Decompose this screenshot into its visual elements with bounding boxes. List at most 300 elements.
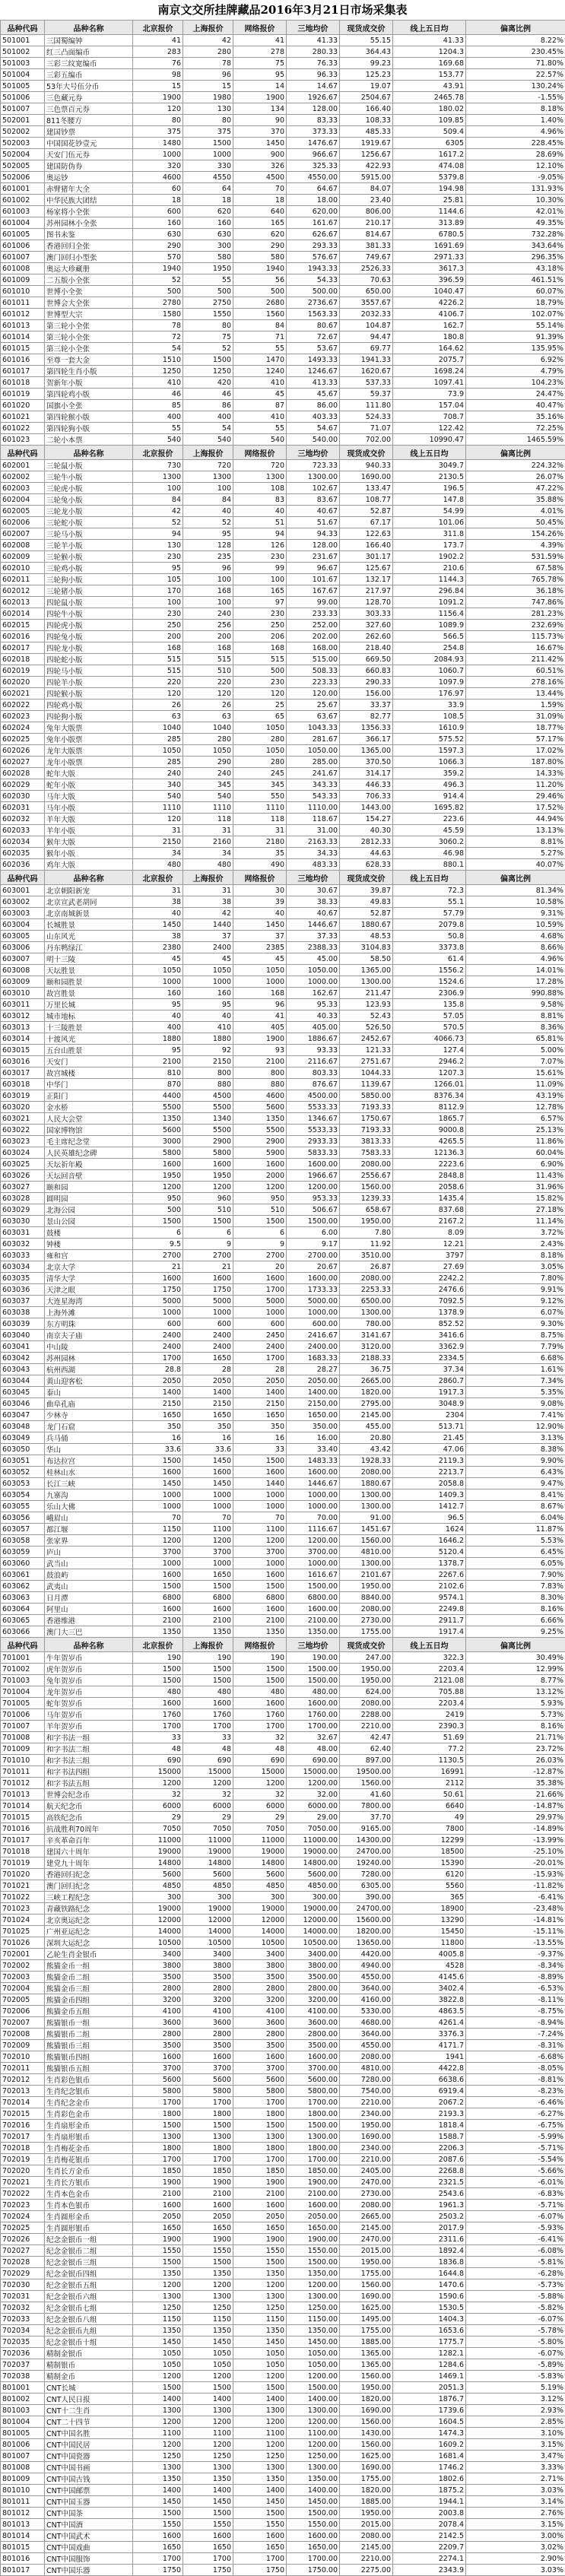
code-cell: 603043 xyxy=(1,1364,45,1375)
name-cell: 武夷山 xyxy=(45,1581,133,1592)
beijing-price-cell: 1150 xyxy=(133,2314,183,2325)
beijing-price-cell: 1500 xyxy=(133,1581,183,1592)
online-price-cell: 800 xyxy=(233,1068,287,1079)
column-header: 现货成交价 xyxy=(340,871,393,885)
beijing-price-cell: 31 xyxy=(133,825,183,836)
spot-price-cell: 122.63 xyxy=(340,528,393,540)
code-cell: 701005 xyxy=(1,1698,45,1709)
five-day-avg-cell: 365 xyxy=(393,1892,466,1903)
code-cell: 702011 xyxy=(1,2063,45,2074)
five-day-avg-cell: 3822.8 xyxy=(393,1994,466,2006)
beijing-price-cell: 15000 xyxy=(133,1766,183,1778)
shanghai-price-cell: 1100 xyxy=(183,2428,233,2439)
name-cell: 十三陵胜景 xyxy=(45,1022,133,1033)
beijing-price-cell: 220 xyxy=(133,677,183,688)
deviation-cell: 29.46% xyxy=(466,791,565,802)
beijing-price-cell: 1600 xyxy=(133,1467,183,1478)
table-row xyxy=(1,1113,565,1125)
beijing-price-cell: 540 xyxy=(133,434,183,446)
deviation-cell: 71.80% xyxy=(466,58,565,69)
avg-price-cell: 1700.00 xyxy=(287,2154,340,2165)
name-cell: 中华民族大团结 xyxy=(45,195,133,206)
deviation-cell: 9.30% xyxy=(466,1318,565,1330)
five-day-avg-cell: 1282.1 xyxy=(393,2348,466,2359)
deviation-cell: 25.13% xyxy=(466,1125,565,1136)
shanghai-price-cell: 2900 xyxy=(183,1136,233,1147)
five-day-avg-cell: 6919.4 xyxy=(393,2086,466,2097)
table-row xyxy=(1,1467,565,1478)
five-day-avg-cell: 73.9 xyxy=(393,389,466,400)
deviation-cell: 1.59% xyxy=(466,700,565,711)
shanghai-price-cell: 1900 xyxy=(183,2177,233,2188)
beijing-price-cell: 2050 xyxy=(133,2211,183,2222)
deviation-cell: 3.14% xyxy=(466,2496,565,2508)
table-row xyxy=(1,2451,565,2462)
table-row xyxy=(1,2051,565,2063)
avg-price-cell: 1446.67 xyxy=(287,1478,340,1489)
spot-price-cell: 2080.00 xyxy=(340,1698,393,1709)
name-cell: 九寨沟 xyxy=(45,1489,133,1501)
beijing-price-cell: 48 xyxy=(133,1743,183,1755)
name-cell: 四轮马小版 xyxy=(45,665,133,677)
code-cell: 702002 xyxy=(1,1960,45,1972)
name-cell: 和字书法二组 xyxy=(45,1743,133,1755)
online-price-cell: 126 xyxy=(233,540,287,551)
code-cell: 603030 xyxy=(1,1216,45,1227)
five-day-avg-cell: 3048.9 xyxy=(393,1398,466,1410)
deviation-cell: 9.25% xyxy=(466,1626,565,1638)
spot-price-cell: 2730.00 xyxy=(340,2188,393,2200)
beijing-price-cell: 2380 xyxy=(133,942,183,953)
name-cell: 和字书法一组 xyxy=(45,1732,133,1743)
five-day-avg-cell: 176.97 xyxy=(393,688,466,700)
shanghai-price-cell: 84 xyxy=(183,494,233,506)
avg-price-cell: 576.67 xyxy=(287,252,340,263)
avg-price-cell: 3700.00 xyxy=(287,1547,340,1558)
avg-price-cell: 10500.00 xyxy=(287,1937,340,1949)
shanghai-price-cell: 55 xyxy=(183,274,233,286)
shanghai-price-cell: 1450 xyxy=(183,2496,233,2508)
deviation-cell: -12.87% xyxy=(466,1766,565,1778)
name-cell: 建国六十周年 xyxy=(45,1846,133,1857)
name-cell: CNT二十四节 xyxy=(45,2416,133,2428)
beijing-price-cell: 33.6 xyxy=(133,1444,183,1455)
shanghai-price-cell: 880 xyxy=(183,1079,233,1090)
spot-price-cell: 1950.00 xyxy=(340,1216,393,1227)
table-row xyxy=(1,859,565,871)
shanghai-price-cell: 330 xyxy=(183,160,233,172)
shanghai-price-cell: 1700 xyxy=(183,2553,233,2565)
code-cell: 702020 xyxy=(1,2165,45,2177)
beijing-price-cell: 1250 xyxy=(133,2451,183,2462)
deviation-cell: 5.35% xyxy=(466,1387,565,1398)
online-price-cell: 11000 xyxy=(233,1835,287,1846)
name-cell: 三轮马小版 xyxy=(45,528,133,540)
code-cell: 603004 xyxy=(1,919,45,931)
name-cell: 第三轮小全张 xyxy=(45,343,133,354)
code-cell: 801016 xyxy=(1,2553,45,2565)
shanghai-price-cell: 1760 xyxy=(183,1709,233,1721)
spot-price-cell: 84.07 xyxy=(340,183,393,195)
code-cell: 603050 xyxy=(1,1444,45,1455)
code-cell: 601002 xyxy=(1,195,45,206)
table-row xyxy=(1,2165,565,2177)
column-header: 线上五日均 xyxy=(393,871,466,885)
avg-price-cell: 6.00 xyxy=(287,1227,340,1239)
five-day-avg-cell: 1941 xyxy=(393,2051,466,2063)
avg-price-cell: 508.33 xyxy=(287,665,340,677)
code-cell: 603012 xyxy=(1,1010,45,1022)
avg-price-cell: 1000.00 xyxy=(287,1489,340,1501)
deviation-cell: 232.69% xyxy=(466,620,565,631)
beijing-price-cell: 1600 xyxy=(133,1604,183,1615)
avg-price-cell: 3500.00 xyxy=(287,2040,340,2051)
five-day-avg-cell: 575.52 xyxy=(393,734,466,745)
online-price-cell: 245 xyxy=(233,768,287,779)
name-cell: 金水桥 xyxy=(45,1102,133,1113)
online-price-cell: 1200 xyxy=(233,2279,287,2291)
beijing-price-cell: 120 xyxy=(133,103,183,115)
table-row xyxy=(1,2348,565,2359)
name-cell: 建国防伪券 xyxy=(45,160,133,172)
online-price-cell: 500 xyxy=(233,665,287,677)
name-cell: 熊猫金币二组 xyxy=(45,1972,133,1983)
spot-price-cell: 104.87 xyxy=(340,320,393,332)
name-cell: 生肖纪念银币 xyxy=(45,2086,133,2097)
five-day-avg-cell: 13290 xyxy=(393,1915,466,1926)
code-cell: 603040 xyxy=(1,1330,45,1341)
code-cell: 501006 xyxy=(1,92,45,103)
spot-price-cell: 1625.00 xyxy=(340,2451,393,2462)
avg-price-cell: 2150.00 xyxy=(287,1398,340,1410)
online-price-cell: 1500 xyxy=(233,2382,287,2394)
deviation-cell: 2.90% xyxy=(466,2553,565,2565)
code-cell: 702035 xyxy=(1,2336,45,2348)
avg-price-cell: 4550.00 xyxy=(287,172,340,183)
shanghai-price-cell: 290 xyxy=(183,757,233,768)
avg-price-cell: 1300.00 xyxy=(287,471,340,483)
online-price-cell: 30 xyxy=(233,885,287,896)
online-price-cell: 1000 xyxy=(233,976,287,988)
spot-price-cell: 2526.33 xyxy=(340,263,393,274)
code-cell: 702022 xyxy=(1,2188,45,2200)
beijing-price-cell: 40 xyxy=(133,908,183,919)
spot-price-cell: 1300.00 xyxy=(340,1501,393,1512)
beijing-price-cell: 95 xyxy=(133,999,183,1010)
name-cell: 中华门 xyxy=(45,1079,133,1090)
name-cell: 天坛回音壁 xyxy=(45,1170,133,1182)
deviation-cell: 7.34% xyxy=(466,1375,565,1387)
online-price-cell: 5800 xyxy=(233,2086,287,2097)
five-day-avg-cell: 18500 xyxy=(393,1846,466,1857)
deviation-cell: -8.75% xyxy=(466,2006,565,2017)
code-cell: 602013 xyxy=(1,597,45,608)
shanghai-price-cell: 1400 xyxy=(183,2394,233,2405)
spot-price-cell: 2504.67 xyxy=(340,92,393,103)
spot-price-cell: 1560.00 xyxy=(340,2416,393,2428)
online-price-cell: 1450 xyxy=(233,138,287,149)
spot-price-cell: 7540.00 xyxy=(340,2086,393,2097)
deviation-cell: -14.81% xyxy=(466,1915,565,1926)
avg-price-cell: 1446.67 xyxy=(287,919,340,931)
online-price-cell: 4850 xyxy=(233,1880,287,1892)
deviation-cell: 104.23% xyxy=(466,377,565,389)
five-day-avg-cell: 3060.2 xyxy=(393,836,466,848)
deviation-cell: -5.88% xyxy=(466,2291,565,2302)
beijing-price-cell: 1200 xyxy=(133,2371,183,2382)
deviation-cell: 4.96% xyxy=(466,953,565,965)
shanghai-price-cell: 960 xyxy=(183,1193,233,1204)
code-cell: 801010 xyxy=(1,2485,45,2496)
spot-price-cell: 1690.00 xyxy=(340,471,393,483)
spot-price-cell: 23.40 xyxy=(340,195,393,206)
name-cell: 生肖长方金币 xyxy=(45,2165,133,2177)
avg-price-cell: 1493.33 xyxy=(287,354,340,366)
table-row xyxy=(1,2394,565,2405)
code-cell: 603014 xyxy=(1,1033,45,1045)
avg-price-cell: 93.33 xyxy=(287,1045,340,1056)
spot-price-cell: 1300.00 xyxy=(340,1489,393,1501)
avg-price-cell: 1200.00 xyxy=(287,2371,340,2382)
five-day-avg-cell: 1836.8 xyxy=(393,2257,466,2268)
table-row xyxy=(1,1835,565,1846)
beijing-price-cell: 410 xyxy=(133,377,183,389)
code-cell: 702007 xyxy=(1,2017,45,2029)
five-day-avg-cell: 1474.3 xyxy=(393,2428,466,2439)
shanghai-price-cell: 95 xyxy=(183,528,233,540)
online-price-cell: 1850 xyxy=(233,2165,287,2177)
name-cell: 至尊一套大金 xyxy=(45,354,133,366)
name-cell: 高铁纪念币 xyxy=(45,1812,133,1823)
deviation-cell: -6.07% xyxy=(466,2211,565,2222)
table-row xyxy=(1,2131,565,2143)
name-cell: 虎年贺岁币 xyxy=(45,1664,133,1675)
avg-price-cell: 223.33 xyxy=(287,677,340,688)
online-price-cell: 2000 xyxy=(233,1170,287,1182)
avg-price-cell: 233.33 xyxy=(287,608,340,620)
five-day-avg-cell: 2465.78 xyxy=(393,92,466,103)
code-cell: 603041 xyxy=(1,1341,45,1353)
name-cell: 北京南城新景 xyxy=(45,908,133,919)
deviation-cell: -6.68% xyxy=(466,2051,565,2063)
five-day-avg-cell: 2142.5 xyxy=(393,2530,466,2542)
table-row xyxy=(1,1972,565,1983)
five-day-avg-cell: 5120.4 xyxy=(393,1547,466,1558)
table-row xyxy=(1,1743,565,1755)
spot-price-cell: 1239.33 xyxy=(340,1193,393,1204)
five-day-avg-cell: 2017.9 xyxy=(393,2222,466,2234)
online-price-cell: 94 xyxy=(233,528,287,540)
five-day-avg-cell: 210.6 xyxy=(393,563,466,574)
code-cell: 603020 xyxy=(1,1102,45,1113)
shanghai-price-cell: 16 xyxy=(183,1432,233,1444)
deviation-cell: 5.73% xyxy=(466,1709,565,1721)
deviation-cell: 42.01% xyxy=(466,206,565,217)
deviation-cell: 4.68% xyxy=(466,931,565,942)
spot-price-cell: 19240.00 xyxy=(340,1857,393,1869)
five-day-avg-cell: 2503.2 xyxy=(393,2211,466,2222)
code-cell: 602020 xyxy=(1,677,45,688)
avg-price-cell: 1350.00 xyxy=(287,2325,340,2336)
beijing-price-cell: 34 xyxy=(133,848,183,859)
five-day-avg-cell: 96.5 xyxy=(393,1512,466,1524)
table-row xyxy=(1,1147,565,1159)
five-day-avg-cell: 2087.6 xyxy=(393,2154,466,2165)
five-day-avg-cell: 1040.47 xyxy=(393,286,466,297)
beijing-price-cell: 1350 xyxy=(133,2473,183,2485)
spot-price-cell: 2751.67 xyxy=(340,1056,393,1068)
spot-price-cell: 1300.00 xyxy=(340,1307,393,1318)
spot-price-cell: 2145.00 xyxy=(340,1410,393,1421)
code-cell: 603026 xyxy=(1,1170,45,1182)
code-cell: 601001 xyxy=(1,183,45,195)
online-price-cell: 20 xyxy=(233,1261,287,1273)
avg-price-cell: 2388.33 xyxy=(287,942,340,953)
avg-price-cell: 483.33 xyxy=(287,859,340,871)
code-cell: 603011 xyxy=(1,999,45,1010)
avg-price-cell: 1800.00 xyxy=(287,2108,340,2120)
shanghai-price-cell: 410 xyxy=(183,1022,233,1033)
five-day-avg-cell: 55.1 xyxy=(393,896,466,908)
table-row xyxy=(1,460,565,471)
avg-price-cell: 1200.00 xyxy=(287,2416,340,2428)
spot-price-cell: 1690.00 xyxy=(340,2131,393,2143)
spot-price-cell: 44.63 xyxy=(340,848,393,859)
code-cell: 603056 xyxy=(1,1512,45,1524)
spot-price-cell: 1820.00 xyxy=(340,2485,393,2496)
column-header: 线上五日均 xyxy=(393,1638,466,1652)
avg-price-cell: 1600.00 xyxy=(287,2530,340,2542)
name-cell: 黄山迎客松 xyxy=(45,1375,133,1387)
shanghai-price-cell: 96 xyxy=(183,69,233,81)
avg-price-cell: 76.33 xyxy=(287,58,340,69)
deviation-cell: -14.89% xyxy=(466,1823,565,1835)
table-row xyxy=(1,1102,565,1113)
beijing-price-cell: 1700 xyxy=(133,2097,183,2108)
shanghai-price-cell: 1950 xyxy=(183,263,233,274)
code-cell: 702016 xyxy=(1,2120,45,2131)
code-cell: 801015 xyxy=(1,2542,45,2553)
shanghai-price-cell: 1800 xyxy=(183,2143,233,2154)
table-row xyxy=(1,1079,565,1090)
deviation-cell: 22.57% xyxy=(466,69,565,81)
spot-price-cell: 749.67 xyxy=(340,252,393,263)
code-cell: 701013 xyxy=(1,1789,45,1800)
shanghai-price-cell: 3600 xyxy=(183,2017,233,2029)
avg-price-cell: 45.00 xyxy=(287,953,340,965)
code-cell: 603037 xyxy=(1,1296,45,1307)
avg-price-cell: 1250.00 xyxy=(287,2302,340,2314)
deviation-cell: 278.16% xyxy=(466,677,565,688)
name-cell: CNT中国茶 xyxy=(45,2508,133,2519)
five-day-avg-cell: 46.98 xyxy=(393,848,466,859)
spot-price-cell: 650.00 xyxy=(340,286,393,297)
beijing-price-cell: 3200 xyxy=(133,1994,183,2006)
five-day-avg-cell: 49 xyxy=(393,1812,466,1823)
table-row xyxy=(1,2268,565,2279)
online-price-cell: 640 xyxy=(233,206,287,217)
spot-price-cell: 1620.67 xyxy=(340,366,393,377)
online-price-cell: 580 xyxy=(233,252,287,263)
shanghai-price-cell: 3500 xyxy=(183,1972,233,1983)
beijing-price-cell: 38 xyxy=(133,896,183,908)
beijing-price-cell: 28.8 xyxy=(133,1364,183,1375)
online-price-cell: 3600 xyxy=(233,2017,287,2029)
code-cell: 701001 xyxy=(1,1652,45,1664)
code-cell: 602015 xyxy=(1,620,45,631)
name-cell: 兵马俑 xyxy=(45,1432,133,1444)
avg-price-cell: 19000.00 xyxy=(287,1903,340,1915)
name-cell: CNT中国名胜 xyxy=(45,2428,133,2439)
deviation-cell: -6.08% xyxy=(466,2245,565,2257)
spot-price-cell: 128.70 xyxy=(340,597,393,608)
table-row xyxy=(1,1755,565,1766)
name-cell: 青藏铁路纪念 xyxy=(45,1903,133,1915)
name-cell: 三轮鼠小版 xyxy=(45,460,133,471)
shanghai-price-cell: 1600 xyxy=(183,1604,233,1615)
beijing-price-cell: 1040 xyxy=(133,722,183,734)
header-row xyxy=(1,871,565,885)
code-cell: 603008 xyxy=(1,965,45,976)
table-row xyxy=(1,1170,565,1182)
code-cell: 602007 xyxy=(1,528,45,540)
code-cell: 601010 xyxy=(1,286,45,297)
avg-price-cell: 350.00 xyxy=(287,1421,340,1432)
code-cell: 602035 xyxy=(1,848,45,859)
code-cell: 602006 xyxy=(1,517,45,528)
name-cell: 生肖扇形金币 xyxy=(45,2120,133,2131)
name-cell: 四轮猴小版 xyxy=(45,688,133,700)
code-cell: 701003 xyxy=(1,1675,45,1686)
name-cell: 生肖本色银币 xyxy=(45,2200,133,2211)
beijing-price-cell: 40 xyxy=(133,1010,183,1022)
name-cell: 世博会纪念币 xyxy=(45,1789,133,1800)
online-price-cell: 118 xyxy=(233,814,287,825)
column-header: 北京报价 xyxy=(133,21,183,35)
name-cell: CNT中国玉器 xyxy=(45,2496,133,2508)
beijing-price-cell: 4400 xyxy=(133,1090,183,1102)
deviation-cell: 6.05% xyxy=(466,1558,565,1569)
avg-price-cell: 1760.00 xyxy=(287,1709,340,1721)
deviation-cell: 50.45% xyxy=(466,517,565,528)
beijing-price-cell: 2800 xyxy=(133,1983,183,1994)
deviation-cell: 5.27% xyxy=(466,848,565,859)
five-day-avg-cell: 1604.5 xyxy=(393,2416,466,2428)
deviation-cell: 43.18% xyxy=(466,263,565,274)
table-row xyxy=(1,2302,565,2314)
table-row xyxy=(1,1846,565,1857)
table-row xyxy=(1,1983,565,1994)
deviation-cell: 81.34% xyxy=(466,885,565,896)
header-row xyxy=(1,446,565,460)
five-day-avg-cell: 1378.7 xyxy=(393,1558,466,1569)
deviation-cell: 27.18% xyxy=(466,1204,565,1216)
shanghai-price-cell: 52 xyxy=(183,517,233,528)
avg-price-cell: 540.00 xyxy=(287,434,340,446)
online-price-cell: 165 xyxy=(233,585,287,597)
shanghai-price-cell: 1980 xyxy=(183,92,233,103)
deviation-cell: 17.02% xyxy=(466,745,565,757)
five-day-avg-cell: 1412.7 xyxy=(393,1501,466,1512)
avg-price-cell: 202.00 xyxy=(287,631,340,642)
spot-price-cell: 15600.00 xyxy=(340,1915,393,1926)
code-cell: 603003 xyxy=(1,908,45,919)
column-header: 上海报价 xyxy=(183,21,233,35)
five-day-avg-cell: 12299 xyxy=(393,1835,466,1846)
five-day-avg-cell: 2267.6 xyxy=(393,1569,466,1581)
online-price-cell: 1550 xyxy=(233,2245,287,2257)
beijing-price-cell: 1350 xyxy=(133,2268,183,2279)
